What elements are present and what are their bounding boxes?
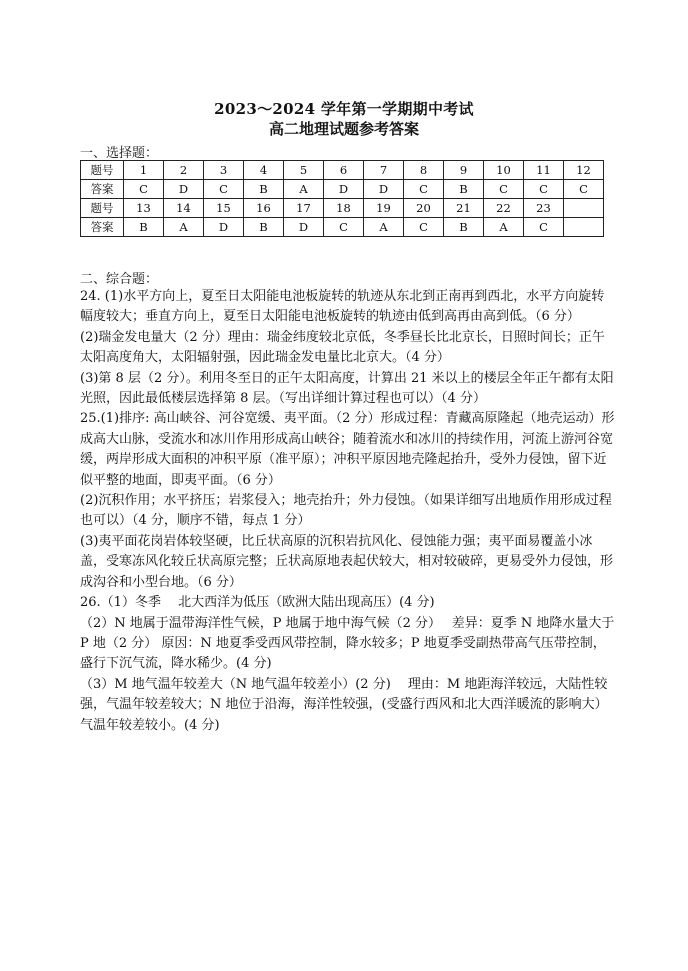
- q25-part2: (2)沉积作用；水平挤压；岩浆侵入；地壳抬升；外力侵蚀。（如果详细写出地质作用形成过程也可以）（4 分，顺序不错，每点 1 分）: [80, 493, 612, 529]
- answer-body: [80, 287, 615, 736]
- table-cell: C: [524, 218, 564, 237]
- table-cell: 17: [284, 199, 324, 218]
- q25-part3: (3)夷平面花岗岩体较坚硬，比丘状高原的沉积岩抗风化、侵蚀能力强；夷平面易覆盖小冰盖，受寒冻风化较丘状高原完整；丘状高原地表起伏较大，相对较破碎，更易受外力侵蚀，形成沟谷和小型台地。（6 分）: [80, 533, 614, 590]
- q26-part3: （3）M 地气温年较差大（N 地气温年较差小）(2 分) 理由：M 地距海洋较远，大陆性较强，气温年较差较大；N 地位于沿海，海洋性较强，(受盛行西风和北大西洋暖流的影响大）气温年较差较小。(4 分): [80, 676, 608, 733]
- table-cell: 2: [164, 161, 204, 180]
- q24-part2: (2)瑞金发电量大（2 分）理由：瑞金纬度较北京低，冬季昼长比北京长，日照时间长；正午太阳高度角大，太阳辐射强，因此瑞金发电量比北京大。（4 分）: [80, 329, 605, 366]
- table-cell: 16: [244, 199, 284, 218]
- table-row: [81, 161, 604, 180]
- table-cell: 1: [124, 161, 164, 180]
- table-cell: 22: [484, 199, 524, 218]
- table-cell: C: [404, 180, 444, 199]
- table-cell: D: [204, 218, 244, 237]
- q26-part1: 26.（1）冬季 北大西洋为低压（欧洲大陆出现高压）(4 分): [80, 595, 435, 611]
- table-cell: B: [124, 218, 164, 237]
- table-cell: [564, 199, 604, 218]
- table-cell: C: [404, 218, 444, 237]
- table-cell: 21: [444, 199, 484, 218]
- table-cell: D: [324, 180, 364, 199]
- table-cell: 14: [164, 199, 204, 218]
- table-cell: 10: [484, 161, 524, 180]
- section-heading-comprehensive: 二、综合题：: [80, 272, 159, 287]
- table-cell: A: [484, 218, 524, 237]
- table-cell: 题号: [81, 161, 124, 180]
- table-cell: 答案: [81, 218, 124, 237]
- table-cell: C: [204, 180, 244, 199]
- table-cell: 题号: [81, 199, 124, 218]
- table-cell: C: [484, 180, 524, 199]
- table-cell: A: [284, 180, 324, 199]
- table-cell: C: [324, 218, 364, 237]
- table-cell: B: [444, 218, 484, 237]
- table-cell: 8: [404, 161, 444, 180]
- q25-part1: 25.(1)排序: 高山峡谷、河谷宽缓、夷平面。（2 分）形成过程：青藏高原隆起（地壳运动）形成高大山脉，受流水和冰川作用形成高山峡谷；随着流水和冰川的持续作用，河流上游河谷宽缓，两岸形成大面积的冲积平原（准平原）；冲积平原因地壳隆起抬升，受外力侵蚀，留下近似平整的地面，即夷平面。（6 分）: [80, 411, 615, 488]
- table-cell: [564, 218, 604, 237]
- table-cell: 12: [564, 161, 604, 180]
- table-cell: B: [244, 180, 284, 199]
- table-cell: 6: [324, 161, 364, 180]
- table-cell: A: [364, 218, 404, 237]
- document-subtitle: 高二地理试题参考答案: [268, 120, 419, 138]
- table-cell: C: [524, 180, 564, 199]
- table-cell: 13: [124, 199, 164, 218]
- table-cell: 7: [364, 161, 404, 180]
- table-cell: D: [164, 180, 204, 199]
- table-cell: 3: [204, 161, 244, 180]
- table-cell: B: [244, 218, 284, 237]
- table-cell: 4: [244, 161, 284, 180]
- table-cell: 19: [364, 199, 404, 218]
- table-cell: A: [164, 218, 204, 237]
- table-cell: C: [564, 180, 604, 199]
- section-heading-choice: 一、选择题：: [80, 146, 159, 161]
- table-cell: B: [444, 180, 484, 199]
- table-cell: 答案: [81, 180, 124, 199]
- table-cell: 18: [324, 199, 364, 218]
- table-cell: 20: [404, 199, 444, 218]
- answer-table: [80, 160, 604, 237]
- document-title: 2023～2024 学年第一学期期中考试: [214, 100, 474, 118]
- table-cell: 11: [524, 161, 564, 180]
- table-cell: D: [284, 218, 324, 237]
- q24-part3: (3)第 8 层（2 分）。利用冬至日的正午太阳高度，计算出 21 米以上的楼层全年正午都有太阳光照，因此最低楼层选择第 8 层。（写出详细计算过程也可以）（4 分）: [80, 370, 614, 407]
- q24-part1: 24. (1)水平方向上，夏至日太阳能电池板旋转的轨迹从东北到正南再到西北，水平方向旋转幅度较大；垂直方向上，夏至日太阳能电池板旋转的轨迹由低到高再由高到低。（6 分）: [80, 289, 605, 325]
- table-cell: 15: [204, 199, 244, 218]
- table-row: [81, 218, 604, 237]
- q26-part2: （2）N 地属于温带海洋性气候，P 地属于地中海气候（2 分） 差异：夏季 N 地降水量大于 P 地（2 分） 原因：N 地夏季受西风带控制，降水较多；P 地夏季受副热带高气压带控制，盛行下沉气流，降水稀少。(4 分): [80, 615, 615, 672]
- table-cell: C: [124, 180, 164, 199]
- table-row: [81, 199, 604, 218]
- table-row: [81, 180, 604, 199]
- table-cell: 23: [524, 199, 564, 218]
- table-cell: 9: [444, 161, 484, 180]
- table-cell: D: [364, 180, 404, 199]
- table-cell: 5: [284, 161, 324, 180]
